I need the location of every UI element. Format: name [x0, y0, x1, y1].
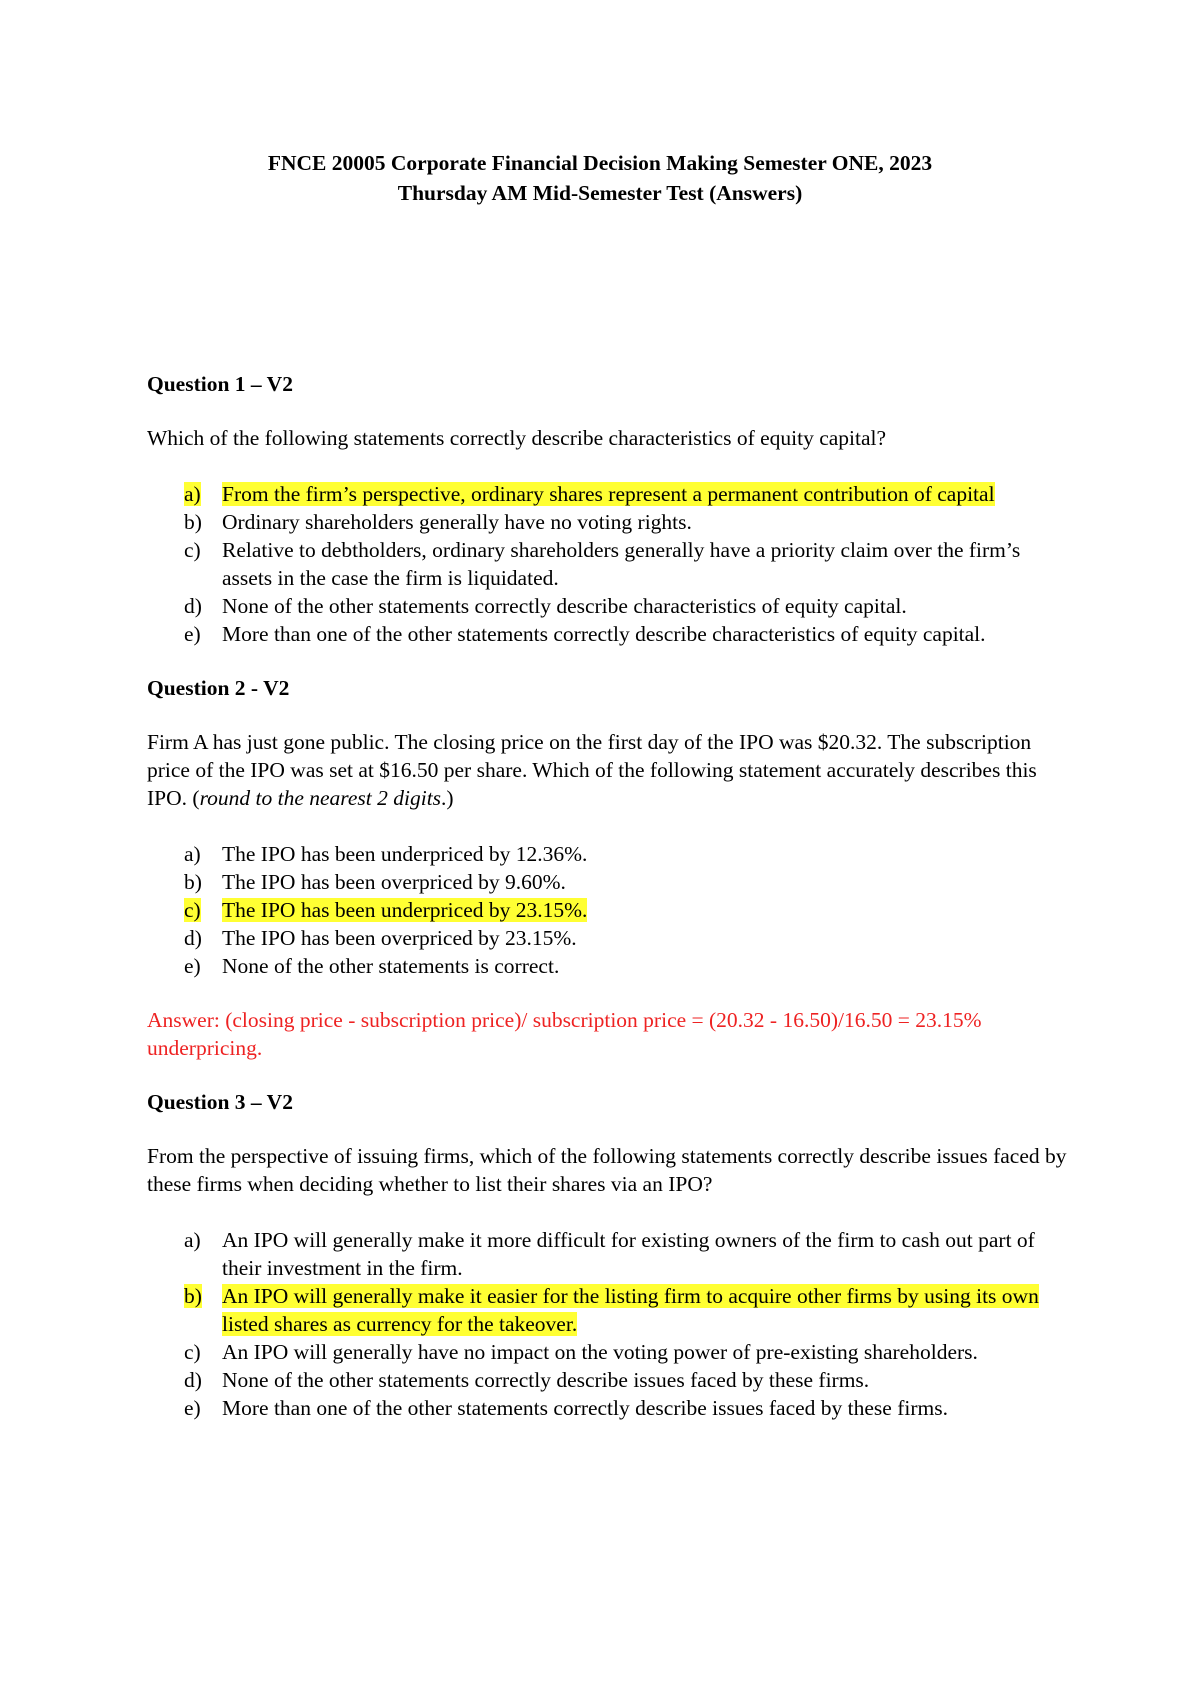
option-letter: c) — [184, 1340, 201, 1364]
option-text: None of the other statements correctly describe issues faced by these firms. — [222, 1368, 870, 1392]
option-e — [147, 1394, 1067, 1422]
option-letter: d) — [184, 1368, 202, 1392]
option-c-correct — [147, 896, 1067, 924]
option-d — [147, 924, 1067, 952]
option-text: None of the other statements correctly describe characteristics of equity capital. — [222, 594, 907, 618]
option-text: An IPO will generally make it more difficult for existing owners of the firm to cash out part of their investment in the firm. — [222, 1228, 1035, 1280]
option-e — [147, 620, 1067, 648]
option-text: Relative to debtholders, ordinary shareholders generally have a priority claim over the firm’s assets in the case the firm is liquidated. — [222, 538, 1021, 590]
questions-section — [147, 370, 1067, 1448]
question-2 — [147, 674, 1067, 1062]
option-letter: c) — [184, 898, 201, 922]
option-letter: a) — [184, 482, 201, 506]
question-3 — [147, 1088, 1067, 1422]
question-heading: Question 1 – V2 — [147, 372, 293, 396]
option-letter: e) — [184, 954, 201, 978]
question-heading: Question 2 - V2 — [147, 676, 290, 700]
option-d — [147, 592, 1067, 620]
question-1 — [147, 370, 1067, 648]
option-text: More than one of the other statements correctly describe issues faced by these firms. — [222, 1396, 948, 1420]
option-text: None of the other statements is correct. — [222, 954, 560, 978]
question-heading: Question 3 – V2 — [147, 1090, 293, 1114]
question-text: From the perspective of issuing firms, which of the following statements correctly describe issues faced by these firms when deciding whether to list their shares via an IPO? — [147, 1144, 1067, 1196]
document-title — [0, 148, 1200, 208]
option-letter: e) — [184, 622, 201, 646]
option-letter: a) — [184, 842, 201, 866]
option-text: The IPO has been overpriced by 9.60%. — [222, 870, 566, 894]
option-c — [147, 536, 1067, 592]
answer-explanation: Answer: (closing price - subscription price)/ subscription price = (20.32 - 16.50)/16.50 = 23.15% underpricing. — [147, 1008, 982, 1060]
option-text: An IPO will generally make it easier for the listing firm to acquire other firms by using its own listed shares as currency for the takeover. — [222, 1284, 1039, 1336]
option-text: More than one of the other statements correctly describe characteristics of equity capital. — [222, 622, 986, 646]
option-text: From the firm’s perspective, ordinary shares represent a permanent contribution of capital — [222, 482, 995, 506]
option-text: Ordinary shareholders generally have no voting rights. — [222, 510, 692, 534]
title-line-2: Thursday AM Mid-Semester Test (Answers) — [397, 181, 803, 205]
option-e — [147, 952, 1067, 980]
option-letter: a) — [184, 1228, 201, 1252]
question-text — [147, 728, 1067, 812]
option-d — [147, 1366, 1067, 1394]
option-list — [147, 480, 1067, 648]
option-text: The IPO has been underpriced by 12.36%. — [222, 842, 588, 866]
option-letter: c) — [184, 538, 201, 562]
option-letter: b) — [184, 510, 202, 534]
option-a-correct — [147, 480, 1067, 508]
question-text-italic: round to the nearest 2 digits — [199, 786, 442, 810]
option-text: An IPO will generally have no impact on the voting power of pre-existing shareholders. — [222, 1340, 978, 1364]
question-text-main: Firm A has just gone public. The closing price on the first day of the IPO was $20.32. The subscription price of the IPO was set at $16.50 per share. Which of the following statement accurately describes this IPO. ( — [147, 730, 1037, 810]
option-letter: d) — [184, 594, 202, 618]
option-letter: d) — [184, 926, 202, 950]
title-line-1: FNCE 20005 Corporate Financial Decision Making Semester ONE, 2023 — [267, 151, 933, 175]
option-a — [147, 840, 1067, 868]
option-b — [147, 868, 1067, 896]
question-text-end: .) — [441, 786, 454, 810]
option-c — [147, 1338, 1067, 1366]
option-list — [147, 840, 1067, 980]
option-list — [147, 1226, 1067, 1422]
option-letter: b) — [184, 1284, 202, 1308]
option-b-correct — [147, 1282, 1067, 1338]
option-b — [147, 508, 1067, 536]
option-a — [147, 1226, 1067, 1282]
question-text: Which of the following statements correctly describe characteristics of equity capital? — [147, 426, 887, 450]
option-text: The IPO has been underpriced by 23.15%. — [222, 898, 588, 922]
option-letter: e) — [184, 1396, 201, 1420]
option-text: The IPO has been overpriced by 23.15%. — [222, 926, 577, 950]
option-letter: b) — [184, 870, 202, 894]
